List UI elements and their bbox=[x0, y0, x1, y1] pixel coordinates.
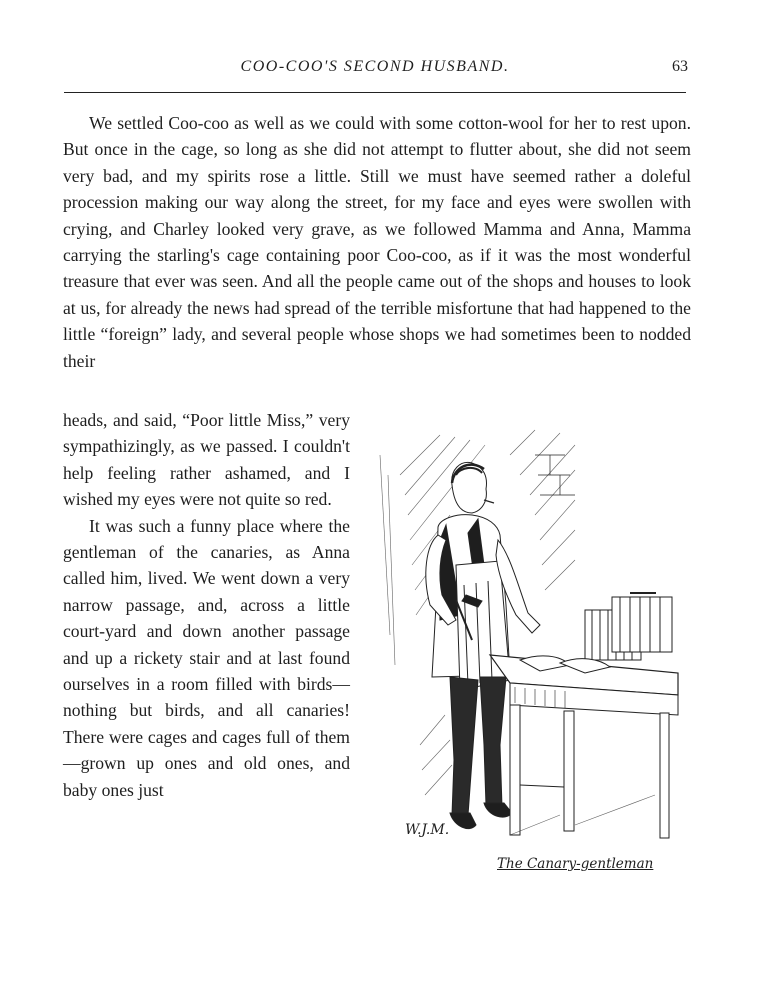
running-header bbox=[62, 58, 688, 82]
page-number: 63 bbox=[672, 58, 688, 75]
bird-cages bbox=[585, 593, 672, 660]
engraving-illustration bbox=[360, 415, 690, 885]
text-column-narrow bbox=[63, 407, 350, 803]
paragraph: It was such a funny place where the gentleman of the canaries, as Anna called him, lived. We went down a very narrow passage, and, across a little court-yard and down another passage and up a rickety stair and at last found ourselves in a room filled with birds—nothing but birds, and all canaries! There were cages and cages full of them—grown up ones and old ones, and baby ones just bbox=[63, 515, 350, 800]
running-title: COO-COO'S SECOND HUSBAND. bbox=[240, 58, 510, 75]
paragraph-continuation: heads, and said, “Poor little Miss,” very sympathizingly, as we passed. I couldn't help feeling rather ashamed, and I wished my eyes were not quite so red. bbox=[63, 410, 350, 510]
illustration-canary-gentleman bbox=[360, 415, 690, 885]
artist-signature: W.J.M. bbox=[405, 822, 450, 838]
text-column-full bbox=[63, 110, 691, 374]
brick-wall bbox=[535, 455, 575, 495]
header-rule bbox=[64, 92, 686, 93]
man-figure bbox=[426, 462, 540, 828]
workbench bbox=[490, 593, 678, 838]
illustration-caption: The Canary-gentleman bbox=[497, 856, 654, 872]
paragraph: We settled Coo-coo as well as we could with some cotton-wool for her to rest upon. But once in the cage, so long as she did not attempt to flutter about, she did not seem very bad, and my spirits rose a little. Still we must have seemed rather a doleful procession making our way along the street, for my face and eyes were swollen with crying, and Charley looked very grave, as we followed Mamma and Anna, Mamma carrying the starling's cage containing poor Coo-coo, as if it was the most wonderful treasure that ever was seen. And all the people came out of the shops and houses to look at us, for already the news had spread of the terrible misfortune that had happened to the little “foreign” lady, and several people whose shops we had sometimes been to nodded their bbox=[63, 113, 691, 371]
